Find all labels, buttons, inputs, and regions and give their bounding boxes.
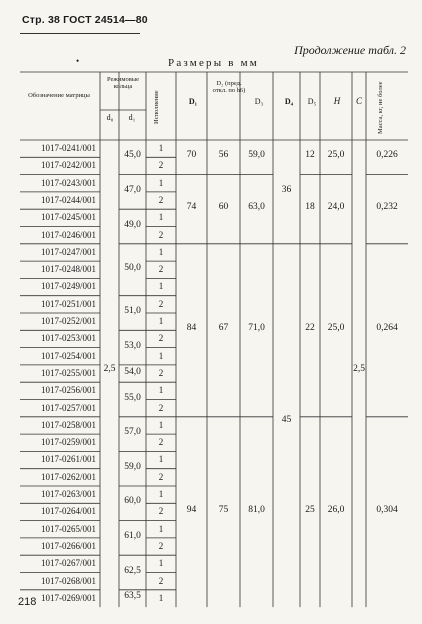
param-D1: 70 <box>186 150 197 161</box>
execution-cell: 1 <box>158 316 164 326</box>
execution-cell: 2 <box>158 437 164 448</box>
col-D4: D₄ <box>284 97 294 106</box>
execution-cell: 2 <box>158 298 164 309</box>
table-row: 1017-0256/001 <box>41 385 96 396</box>
execution-cell: 2 <box>158 471 164 482</box>
param-D3: 81,0 <box>248 504 265 515</box>
param-D2: 56 <box>218 150 229 161</box>
param-D2: 67 <box>218 323 229 334</box>
param-H: 25,0 <box>327 323 345 334</box>
d1-cell: 51,0 <box>124 306 141 316</box>
table-row: 1017-0247/001 <box>41 246 96 257</box>
mark-dot: • <box>76 56 80 66</box>
d1-cell: 47,0 <box>124 184 141 195</box>
execution-cell: 2 <box>158 402 164 413</box>
param-D5: 25 <box>305 504 315 515</box>
col-ring: Режимовые кольца <box>106 76 140 90</box>
table-row: 1017-0269/001 <box>41 592 96 603</box>
table-row: 1017-0255/001 <box>41 367 96 378</box>
table-row: 1017-0268/001 <box>41 575 96 586</box>
continuation-caption: Продолжение табл. 2 <box>294 43 406 57</box>
execution-cell: 1 <box>158 281 164 292</box>
table-row: 1017-0242/001 <box>41 160 96 171</box>
execution-cell: 1 <box>158 592 164 603</box>
dimensions-caption: Размеры в мм <box>168 57 259 69</box>
execution-cell: 1 <box>158 419 164 430</box>
d1-cell: 55,0 <box>124 392 141 403</box>
designation-column <box>20 0 99 624</box>
execution-cell: 2 <box>158 367 164 378</box>
param-D5: 22 <box>305 323 315 334</box>
execution-cell: 1 <box>158 523 164 534</box>
param-H: 25,0 <box>327 150 345 161</box>
param-D2: 75 <box>218 504 229 515</box>
param-D1: 94 <box>186 504 197 515</box>
execution-cell: 2 <box>158 194 164 205</box>
table-row: 1017-0249/001 <box>41 281 96 292</box>
d0-cell: 2,5 <box>103 363 116 374</box>
execution-cell: 2 <box>158 264 164 275</box>
execution-cell: 2 <box>158 160 164 171</box>
execution-cell: 1 <box>158 143 164 153</box>
table-row: 1017-0248/001 <box>41 264 96 275</box>
d1-cell: 61,0 <box>124 530 141 541</box>
d1-cell: 62,5 <box>124 565 141 576</box>
param-mass: 0,264 <box>376 323 398 334</box>
table-row: 1017-0243/001 <box>41 177 96 188</box>
d1-cell: 60,0 <box>124 496 141 507</box>
table-row: 1017-0244/001 <box>41 194 96 205</box>
execution-cell: 1 <box>158 177 164 188</box>
col-d0: d₀ <box>106 113 114 122</box>
d1-cell: 53,0 <box>124 340 141 351</box>
table-row: 1017-0252/001 <box>41 316 96 326</box>
page-number: 218 <box>18 596 37 608</box>
col-D5: D₅ <box>307 97 317 106</box>
execution-cell: 2 <box>158 229 164 240</box>
param-H: 26,0 <box>327 504 345 515</box>
table-row: 1017-0254/001 <box>41 350 96 361</box>
C-cell: 2,5 <box>353 363 365 374</box>
execution-cell: 2 <box>158 333 164 344</box>
page-header: Стр. 38 ГОСТ 24514—80 <box>22 14 148 26</box>
col-execution: Исполнение <box>153 90 160 124</box>
execution-cell: 1 <box>158 212 164 223</box>
d1-cell: 63,5 <box>124 591 141 602</box>
param-H: 24,0 <box>327 202 345 213</box>
execution-cell: 1 <box>158 385 164 396</box>
col-H: H <box>333 96 341 106</box>
col-designation: Обозначение матрицы <box>28 92 90 99</box>
param-mass: 0,304 <box>376 504 398 515</box>
table-row: 1017-0258/001 <box>41 419 96 430</box>
col-d1: d₁ <box>128 113 136 122</box>
table-row: 1017-0267/001 <box>41 558 96 569</box>
table-row: 1017-0251/001 <box>41 298 96 309</box>
table-row: 1017-0257/001 <box>41 402 96 413</box>
col-mass: Масса, кг, не более <box>377 81 384 134</box>
col-D1: D₁ <box>188 97 198 106</box>
execution-cell: 1 <box>158 454 164 465</box>
execution-cell: 1 <box>158 558 164 569</box>
param-mass: 0,226 <box>376 150 398 161</box>
execution-cell: 2 <box>158 540 164 551</box>
col-C: C <box>355 96 362 106</box>
execution-cell: 2 <box>158 575 164 586</box>
table-row: 1017-0259/001 <box>41 437 96 448</box>
table-row: 1017-0246/001 <box>41 229 96 240</box>
param-D2: 60 <box>218 202 229 213</box>
table-row: 1017-0262/001 <box>41 471 96 482</box>
param-mass: 0,232 <box>376 202 398 213</box>
table-row: 1017-0264/001 <box>41 506 96 517</box>
execution-cell: 2 <box>158 506 164 517</box>
d1-cell: 45,0 <box>124 150 141 161</box>
table-row: 1017-0265/001 <box>41 523 96 534</box>
D4-cell: 45 <box>281 415 292 426</box>
d1-cell: 49,0 <box>124 219 141 230</box>
d1-cell: 59,0 <box>124 461 141 472</box>
param-D3: 71,0 <box>248 323 265 334</box>
d1-cell: 54,0 <box>124 366 141 377</box>
table-row: 1017-0261/001 <box>41 454 96 465</box>
execution-cell: 1 <box>158 489 164 499</box>
table-row: 1017-0253/001 <box>41 333 96 344</box>
col-D2: D₂ (пред. откл. по h6) <box>212 80 246 94</box>
execution-cell: 1 <box>158 246 164 257</box>
execution-cell: 1 <box>158 350 164 361</box>
table-row: 1017-0266/001 <box>41 540 96 551</box>
table-row: 1017-0241/001 <box>41 143 96 153</box>
d1-cell: 57,0 <box>124 427 141 438</box>
param-D5: 12 <box>305 150 315 161</box>
D4-cell: 36 <box>281 184 292 195</box>
param-D1: 74 <box>186 202 197 213</box>
param-D3: 63,0 <box>248 202 265 213</box>
table-row: 1017-0245/001 <box>41 212 96 223</box>
param-D3: 59,0 <box>248 150 265 161</box>
table-row: 1017-0263/001 <box>41 489 96 499</box>
d1-cell: 50,0 <box>124 262 141 273</box>
param-D5: 18 <box>305 202 315 213</box>
col-D3: D₃ <box>254 97 264 106</box>
param-D1: 84 <box>186 323 197 334</box>
